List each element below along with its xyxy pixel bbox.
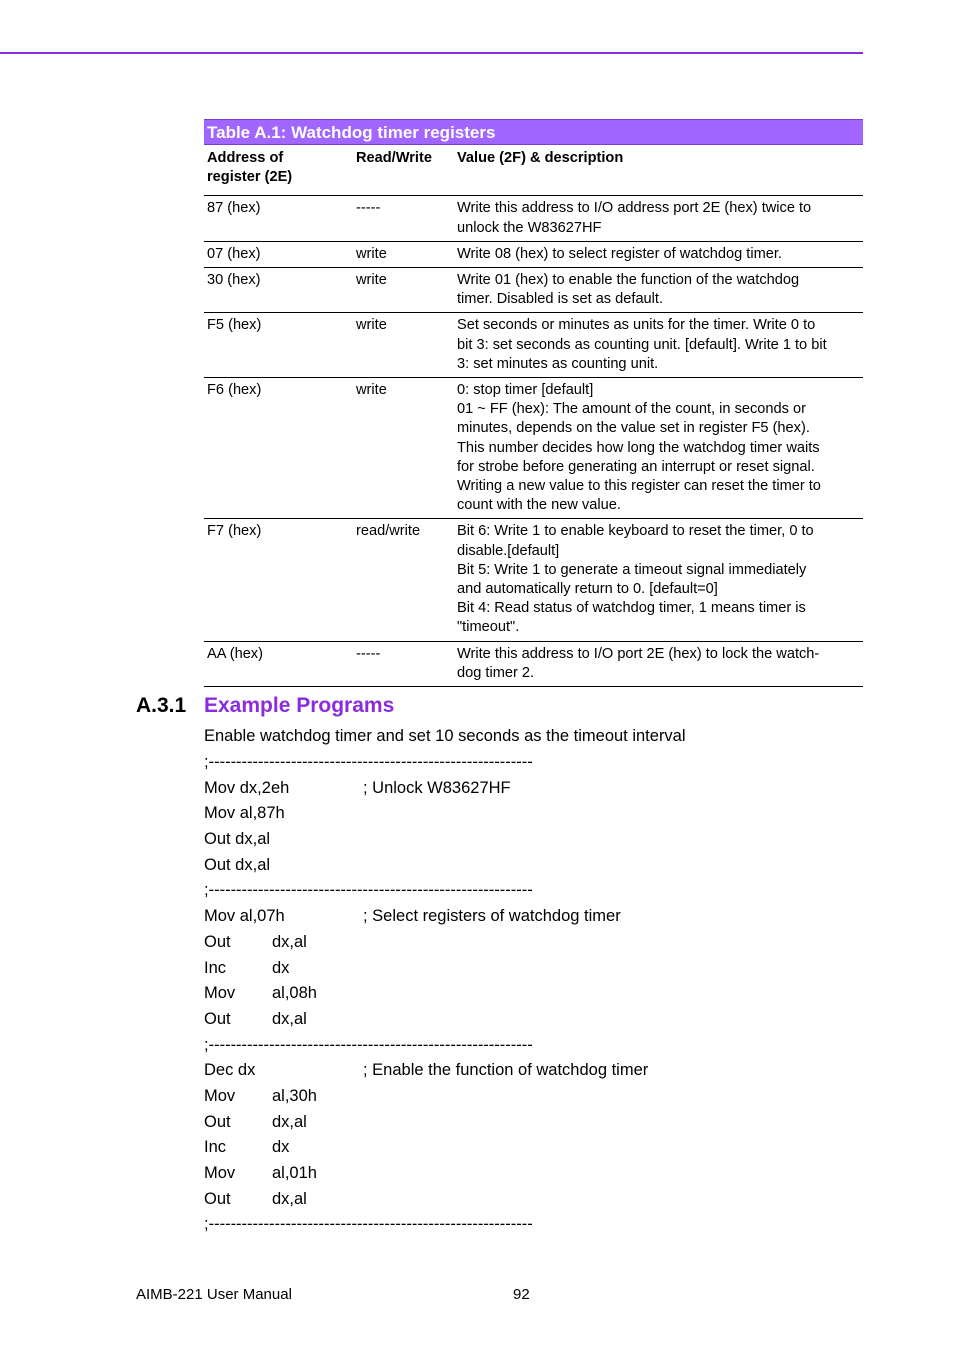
code-instruction: Out dx,al <box>204 855 271 874</box>
code-instruction: Out <box>204 1112 231 1131</box>
description-line: dog timer 2. <box>457 664 535 681</box>
header-address <box>204 145 353 196</box>
cell-description <box>454 241 863 267</box>
code-comment: ; Enable the function of watchdog timer <box>363 1061 649 1080</box>
code-instruction: Out <box>204 1009 231 1028</box>
cell-read-write: write <box>353 313 454 378</box>
header-rule <box>0 52 863 54</box>
code-instruction: Mov <box>204 984 236 1003</box>
cell-address: 87 (hex) <box>204 196 353 241</box>
cell-address: 30 (hex) <box>204 268 353 313</box>
cell-description <box>454 378 863 519</box>
code-instruction: Inc <box>204 958 227 977</box>
header-address-line-2: register (2E) <box>207 169 293 186</box>
description-line: Write 01 (hex) to enable the function of the watchdog <box>457 272 800 289</box>
code-instruction: Mov <box>204 1086 236 1105</box>
code-instruction: Out <box>204 932 231 951</box>
code-operand: dx,al <box>272 932 307 951</box>
footer-manual-name: AIMB-221 User Manual <box>136 1286 292 1303</box>
code-instruction: Mov <box>204 1164 236 1182</box>
table-row <box>204 519 863 641</box>
description-line: disable.[default] <box>457 542 560 559</box>
description-line: Writing a new value to this register can reset the timer to <box>457 478 821 495</box>
description-line: Write 08 (hex) to select register of watchdog timer. <box>457 245 782 262</box>
code-operand: al,08h <box>272 984 317 1003</box>
cell-description <box>454 519 863 641</box>
table-row <box>204 378 863 519</box>
code-operand: dx,al <box>272 1189 307 1208</box>
table-row <box>204 313 863 378</box>
description-line: Bit 6: Write 1 to enable keyboard to reset the timer, 0 to <box>457 523 814 540</box>
description-line: Write this address to I/O port 2E (hex) to lock the watch- <box>457 645 820 662</box>
cell-address: F5 (hex) <box>204 313 353 378</box>
code-comment: ; Unlock W83627HF <box>363 778 511 797</box>
table-caption: Table A.1: Watchdog timer registers <box>204 119 863 145</box>
header-read-write: Read/Write <box>353 145 454 196</box>
table-header-row <box>204 145 863 196</box>
description-line: 0: stop timer [default] <box>457 382 594 399</box>
description-line: Write this address to I/O address port 2E (hex) twice to <box>457 200 812 217</box>
section-number: A.3.1 <box>136 694 187 717</box>
description-line: Bit 5: Write 1 to generate a timeout signal immediately <box>457 561 807 578</box>
cell-description <box>454 268 863 313</box>
table-row <box>204 241 863 267</box>
code-instruction: Inc <box>204 1138 227 1157</box>
code-operand: dx <box>272 958 290 977</box>
code-operand: al,30h <box>272 1086 317 1105</box>
cell-address: 07 (hex) <box>204 241 353 267</box>
cell-read-write: write <box>353 241 454 267</box>
description-line: count with the new value. <box>457 497 621 514</box>
header-address-line-1: Address of <box>207 150 284 166</box>
cell-description <box>454 196 863 241</box>
code-operand: al,01h <box>272 1164 317 1182</box>
description-line: 01 ~ FF (hex): The amount of the count, in seconds or <box>457 401 806 418</box>
description-line: This number decides how long the watchdog timer waits <box>457 439 820 456</box>
description-line: for strobe before generating an interrupt or reset signal. <box>457 458 815 475</box>
code-instruction: ;----------------------------------------------------------- <box>204 753 533 771</box>
description-line: timer. Disabled is set as default. <box>457 291 664 308</box>
section-title: Example Programs <box>204 694 395 717</box>
cell-address: AA (hex) <box>204 641 353 686</box>
section-intro: Enable watchdog timer and set 10 seconds as the timeout interval <box>204 727 686 745</box>
cell-address: F7 (hex) <box>204 519 353 641</box>
cell-address: F6 (hex) <box>204 378 353 519</box>
cell-read-write: write <box>353 268 454 313</box>
table-row <box>204 196 863 241</box>
table-row <box>204 268 863 313</box>
code-instruction: Mov al,87h <box>204 804 285 823</box>
code-operand: dx,al <box>272 1009 307 1028</box>
cell-read-write: ----- <box>353 196 454 241</box>
description-line: unlock the W83627HF <box>457 219 602 236</box>
code-instruction: ;----------------------------------------------------------- <box>204 881 533 900</box>
cell-read-write: write <box>353 378 454 519</box>
description-line: Bit 4: Read status of watchdog timer, 1 means timer is <box>457 600 806 617</box>
description-line: minutes, depends on the value set in register F5 (hex). <box>457 420 810 437</box>
code-operand: dx,al <box>272 1112 307 1131</box>
description-line: Set seconds or minutes as units for the timer. Write 0 to <box>457 317 816 334</box>
description-line: "timeout". <box>457 619 520 636</box>
cell-description <box>454 641 863 686</box>
code-instruction: ;----------------------------------------------------------- <box>204 1035 533 1054</box>
description-line: and automatically return to 0. [default=0] <box>457 581 718 598</box>
cell-read-write: ----- <box>353 641 454 686</box>
cell-read-write: read/write <box>353 519 454 641</box>
code-instruction: ;----------------------------------------------------------- <box>204 1215 533 1234</box>
description-line: bit 3: set seconds as counting unit. [default]. Write 1 to bit <box>457 336 827 353</box>
code-instruction: Dec dx <box>204 1061 256 1080</box>
header-description: Value (2F) & description <box>454 145 863 196</box>
footer-page-number: 92 <box>513 1286 530 1303</box>
description-line: 3: set minutes as counting unit. <box>457 355 659 372</box>
section-heading <box>136 692 394 720</box>
code-instruction: Out dx,al <box>204 830 271 849</box>
cell-description <box>454 313 863 378</box>
table-row <box>204 641 863 686</box>
code-instruction: Mov al,07h <box>204 907 285 926</box>
register-table-grid <box>204 145 863 687</box>
code-comment: ; Select registers of watchdog timer <box>363 907 621 926</box>
code-instruction: Mov dx,2eh <box>204 778 290 797</box>
register-table <box>204 119 863 687</box>
code-instruction: Out <box>204 1189 231 1208</box>
code-operand: dx <box>272 1138 290 1157</box>
